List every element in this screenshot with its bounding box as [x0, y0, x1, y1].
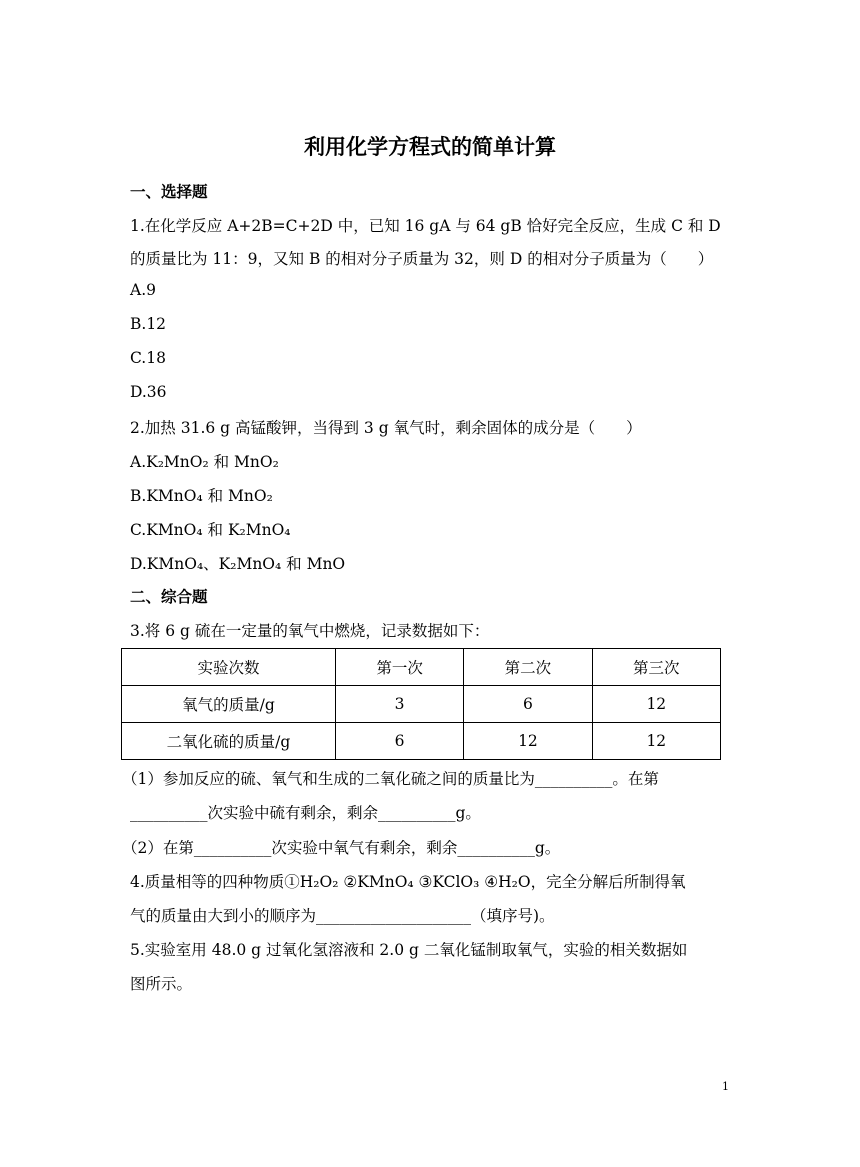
table-cell: 3	[335, 686, 463, 723]
q2-option-c: C.KMnO₄ 和 K₂MnO₄	[130, 521, 291, 539]
q2-stem: 2.加热 31.6 g 高锰酸钾，当得到 3 g 氧气时，剩余固体的成分是（ ）	[130, 419, 642, 437]
q3-sub1-line2: __________次实验中硫有剩余，剩余__________g。	[130, 804, 481, 822]
table-cell: 二氧化硫的质量/g	[122, 723, 336, 760]
document-title: 利用化学方程式的简单计算	[304, 135, 556, 159]
table-row	[122, 686, 721, 723]
table-cell: 12	[592, 686, 720, 723]
table-cell: 12	[592, 723, 720, 760]
table-cell: 12	[464, 723, 592, 760]
table-header-cell: 第二次	[464, 649, 592, 686]
q3-sub1-line1: （1）参加反应的硫、氧气和生成的二氧化硫之间的质量比为__________。在第	[122, 770, 659, 788]
q5-stem-line2: 图所示。	[130, 975, 193, 993]
q1-option-a: A.9	[130, 281, 156, 299]
page-number: 1	[722, 1080, 729, 1093]
q3-stem: 3.将 6 g 硫在一定量的氧气中燃烧，记录数据如下：	[130, 622, 490, 640]
table-cell: 6	[464, 686, 592, 723]
q3-sub2: （2）在第__________次实验中氧气有剩余，剩余__________g。	[122, 839, 561, 857]
table-header-cell: 第一次	[335, 649, 463, 686]
table-row	[122, 723, 721, 760]
section-heading-comprehensive: 二、综合题	[130, 588, 208, 606]
table-header-cell: 第三次	[592, 649, 720, 686]
q1-stem-line2: 的质量比为 11：9，又知 B 的相对分子质量为 32，则 D 的相对分子质量为（ ）	[130, 250, 714, 268]
q4-stem-line2: 气的质量由大到小的顺序为____________________（填序号)。	[130, 907, 555, 925]
table-header-row	[122, 649, 721, 686]
experiment-data-table	[121, 648, 721, 760]
q2-option-b: B.KMnO₄ 和 MnO₂	[130, 487, 273, 505]
q5-stem-line1: 5.实验室用 48.0 g 过氧化氢溶液和 2.0 g 二氧化锰制取氧气，实验的相关数据如	[130, 941, 688, 959]
table-header-cell: 实验次数	[122, 649, 336, 686]
table-cell: 6	[335, 723, 463, 760]
q1-option-b: B.12	[130, 315, 167, 333]
q2-option-d: D.KMnO₄、K₂MnO₄ 和 MnO	[130, 555, 346, 573]
q1-option-c: C.18	[130, 349, 166, 367]
section-heading-choice: 一、选择题	[130, 183, 208, 201]
q2-option-a: A.K₂MnO₂ 和 MnO₂	[130, 453, 279, 471]
q1-stem-line1: 1.在化学反应 A+2B=C+2D 中，已知 16 gA 与 64 gB 恰好完全反应，生成 C 和 D	[130, 217, 721, 235]
q4-stem-line1: 4.质量相等的四种物质①H₂O₂ ②KMnO₄ ③KClO₃ ④H₂O，完全分解后所制得氧	[130, 873, 686, 891]
table-cell: 氧气的质量/g	[122, 686, 336, 723]
q1-option-d: D.36	[130, 383, 167, 401]
